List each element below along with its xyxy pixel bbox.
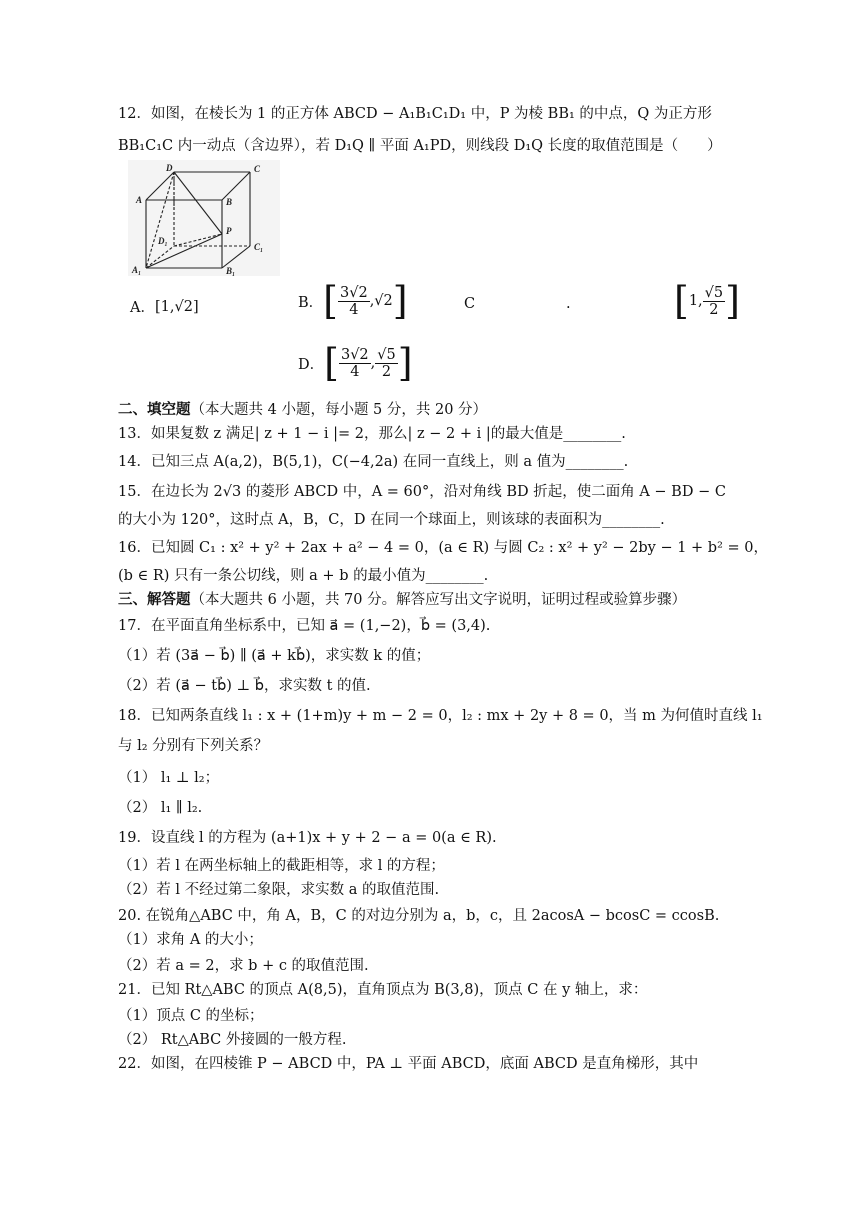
problem-12-line-2: BB₁C₁C 内一动点（含边界），若 D₁Q ∥ 平面 A₁PD，则线段 D₁Q 长度的取值范围是（ ） [118,138,722,154]
problem-14: 14．已知三点 A(a,2)，B(5,1)，C(−4,2a) 在同一直线上，则 a 值为________. [118,454,629,470]
problem-15-line-2: 的大小为 120°，这时点 A，B，C，D 在同一个球面上，则该球的表面积为________. [118,512,665,528]
label-C1: C₁ [254,242,264,252]
problem-20-2: （2）若 a = 2，求 b + c 的取值范围. [118,958,369,974]
problem-21: 21．已知 Rt△ABC 的顶点 A(8,5)，直角顶点为 B(3,8)，顶点 C 在 y 轴上，求： [118,982,648,998]
label-B: B [226,197,233,207]
problem-18-line-1: 18．已知两条直线 l₁ : x + (1+m)y + m − 2 = 0，l₂ : mx + 2y + 8 = 0，当 m 为何值时直线 l₁ [118,708,763,724]
problem-13: 13．如果复数 z 满足| z + 1 − i |= 2，那么| z − 2 + i |的最大值是________. [118,426,626,442]
problem-17: 17．在平面直角坐标系中，已知 a⃗ = (1,−2)，b⃗ = (3,4). [118,618,491,634]
option-b-fraction: $\frac{3√2}{4}$ [339,284,368,318]
label-D: D [166,163,173,173]
option-c-value: [ 1, $\frac{√5}{2}$ ] [674,279,740,323]
problem-18-1: （1） l₁ ⊥ l₂； [118,770,220,786]
section-2-heading: 二、填空题（本大题共 4 小题，每小题 5 分，共 20 分） [118,401,488,418]
option-a: A． [1,√2] [130,298,199,316]
label-B1: B₁ [226,266,236,276]
problem-16-line-1: 16．已知圆 C₁ : x² + y² + 2ax + a² − 4 = 0，(a ∈ R) 与圆 C₂ : x² + y² − 2by − 1 + b² = 0， [118,540,768,556]
problem-12-line-1: 12．如图，在棱长为 1 的正方体 ABCD − A₁B₁C₁D₁ 中，P 为棱 BB₁ 的中点，Q 为正方形 [118,106,712,122]
label-A1: A₁ [132,265,142,275]
problem-20: 20. 在锐角△ABC 中，角 A，B，C 的对边分别为 a，b，c，且 2acosA − bcosC = ccosB. [118,908,720,924]
problem-17-1: （1）若 (3a⃗ − b⃗) ∥ (a⃗ + kb⃗)，求实数 k 的值； [118,648,431,664]
label-C: C [254,164,261,174]
problem-19-1: （1）若 l 在两坐标轴上的截距相等，求 l 的方程； [118,858,445,874]
problem-19-2: （2）若 l 不经过第二象限，求实数 a 的取值范围. [118,882,440,898]
problem-20-1: （1）求角 A 的大小； [118,932,263,948]
option-b: B． [ $\frac{3√2}{4}$ ,√2 ] [298,279,408,323]
problem-21-2: （2） Rt△ABC 外接圆的一般方程. [118,1032,347,1048]
option-c-label: C [464,296,476,312]
problem-22: 22．如图，在四棱锥 P − ABCD 中，PA ⊥ 平面 ABCD，底面 ABCD 是直角梯形，其中 [118,1056,699,1072]
problem-18-2: （2） l₁ ∥ l₂. [118,800,203,816]
label-A: A [136,195,143,205]
problem-16-line-2: (b ∈ R) 只有一条公切线，则 a + b 的最小值为________. [118,568,489,584]
option-a-value: [1,√2] [154,298,199,315]
problem-17-2: （2）若 (a⃗ − tb⃗) ⊥ b⃗，求实数 t 的值. [118,678,371,694]
cube-figure [128,160,280,276]
problem-19: 19．设直线 l 的方程为 (a+1)x + y + 2 − a = 0(a ∈ R). [118,830,497,846]
problem-18-line-2: 与 l₂ 分别有下列关系？ [118,738,269,754]
option-d: D． [ $\frac{3√2}{4}$ , $\frac{√5}{2}$ ] [298,341,413,385]
label-P: P [226,226,232,236]
problem-21-1: （1）顶点 C 的坐标； [118,1008,264,1024]
label-D1: D₁ [158,236,168,246]
problem-15-line-1: 15．在边长为 2√3 的菱形 ABCD 中，A = 60°，沿对角线 BD 折起，使二面角 A − BD − C [118,484,726,500]
section-3-heading: 三、解答题（本大题共 6 小题，共 70 分。解答应写出文字说明，证明过程或验算步骤） [118,591,687,608]
option-c-fraction: $\frac{√5}{2}$ [704,284,724,318]
option-c-dot: . [566,296,571,312]
